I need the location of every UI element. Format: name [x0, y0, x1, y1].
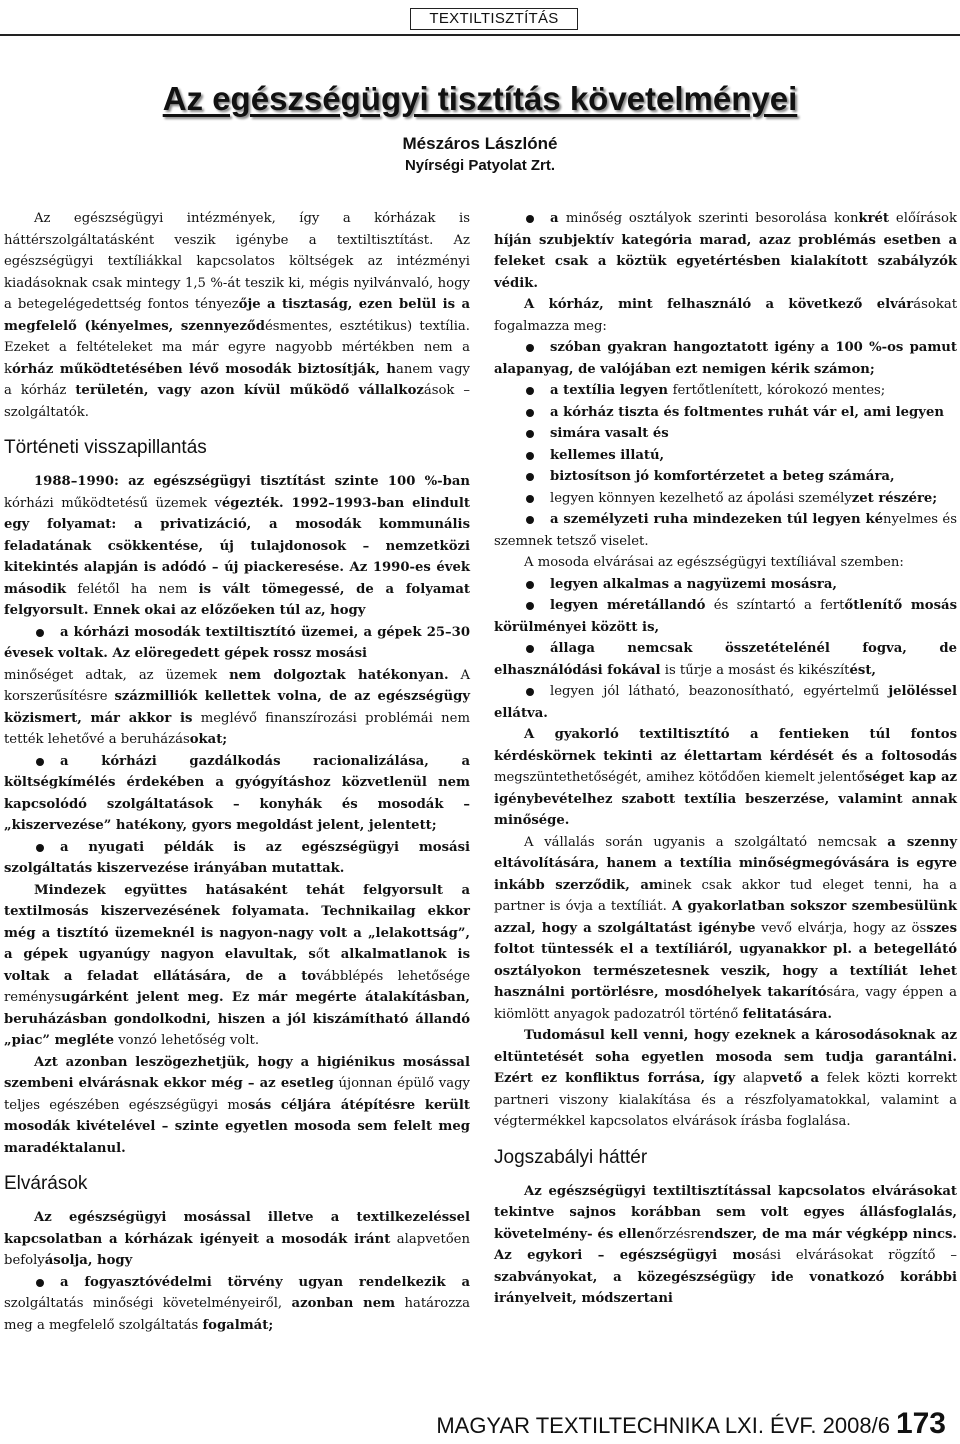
- author-name: Mészáros Lászlóné: [402, 134, 558, 153]
- expectations-bullets: [4, 1272, 470, 1337]
- list-item: legyen méretállandó és színtartó a fertőtlenítő mosás körülményei között is,: [494, 595, 957, 638]
- running-head: [410, 8, 578, 30]
- right-column: [494, 208, 957, 1310]
- author-affiliation: Nyírségi Patyolat Zrt.: [404, 157, 556, 174]
- list-item: a fogyasztóvédelmi törvény ugyan rendelkezik a szolgáltatás minőségi követelményeiről, azonban nem határozza meg a megfelelő szolgáltatás fogalmát;: [4, 1272, 470, 1337]
- azt-paragraph: Azt azonban leszögezhetjük, hogy a higiénikus mosással szembeni elvárásnak ekkor még – az esetleg újonnan épülő vagy teljes egészében egészségügyi mosás céljára átépítésre került mosodák kivételével – szinte egyetlen mosoda sem felelt meg maradéktalanul.: [4, 1054, 470, 1156]
- list-item: kellemes illatú,: [494, 445, 957, 467]
- page-footer: [436, 1407, 946, 1440]
- list-item: a kórházi mosodák textiltisztító üzemei, a gépek 25–30 évesek voltak. Az elöregedett gépek rossz mosási: [4, 622, 470, 665]
- hospital-expectations-list: [494, 337, 957, 552]
- mindezek-paragraph: Mindezek együttes hatásaként tehát felgyorsult a textilmosás kiszervezésének folyamata. Technikailag ekkor még a tisztító üzemeknél is nagyon-nagy volt a „lelakottság”, a gépek ugyanúgy nagyon elavultak, sőt alkalmatlanok is voltak a feladat ellátására, de a továbblépés lehetősége reménysugárként jelent meg. Ez már megérte átalakításban, beruházásban gondolkodni, hiszen a jól kiszámítható állandó „piac” megléte vonzó lehetőség volt.: [4, 882, 470, 1048]
- left-column: [4, 208, 470, 1336]
- header-rule: [0, 34, 960, 36]
- right-bullets-1: [494, 208, 957, 294]
- page-number: 173: [895, 1407, 946, 1440]
- list-item: a személyzeti ruha mindezeken túl legyen kényelmes és szemnek tetsző viselet.: [494, 509, 957, 552]
- running-head-label: TEXTILTISZTÍTÁS: [429, 10, 559, 27]
- list-item: a minőség osztályok szerinti besorolása konkrét előírások híján szubjektív kategória marad, azaz problémás esetben a feleket csak a köztük egyetértésben kialakított szabályzók védik.: [494, 208, 957, 294]
- commitment-paragraph: A vállalás során ugyanis a szolgáltató nemcsak a szenny eltávolítására, hanem a textília minőségmegóvására is egyre inkább szerződik, aminek csak akkor tud eleget tenni, ha a partner is óvja a textíliát. A gyakorlatban sokszor szembesülünk azzal, hogy a szolgáltatást igénybe vevő elvárja, hogy az összes foltot tüntessék el a textíliáról, ugyanakkor pl. a betegellátó osztályokon természetesnek veszik, hogy a textíliát lehet használni portörlésre, mosdóhelyek takarítósára, vagy éppen a kiömlött anyagok padozatról történő felitatására.: [494, 834, 957, 1022]
- section-heading-expectations: Elvárások: [4, 1173, 88, 1194]
- list-item: állaga nemcsak összetételénél fogva, de elhasználódási fokával is tűrje a mosást és kikészítést,: [494, 638, 957, 681]
- journal-name: MAGYAR TEXTILTECHNIKA LXI. ÉVF. 2008/6: [436, 1413, 890, 1438]
- list-item: a nyugati példák is az egészségügyi mosási szolgáltatás kiszervezése irányában mutattak.: [4, 837, 470, 880]
- laundry-expectations-list: [494, 574, 957, 725]
- laundry-expectations-intro: A mosoda elvárásai az egészségügyi textíliával szemben:: [524, 555, 904, 570]
- history-paragraph-2: minőséget adtak, az üzemek nem dolgoztak hatékonyan. A korszerűsítésre százmilliók kellettek volna, de az egészségügy közismert, már akkor is meglévő finanszírozási problémái nem tették lehetővé a beruházásokat;: [4, 667, 471, 747]
- lifetime-paragraph: A gyakorló textiltisztító a fentieken túl fontos kérdéskörnek tekinti az élettartam kérdését és a foltosodás megszüntethetőségét, amihez kötődően kiemelt jelentőséget kap az igénybevételhez szabott textília beszerzése, valamint annak minősége.: [494, 727, 957, 828]
- hospital-expectations-intro: A kórház, mint felhasználó a következő elvárásokat fogalmazza meg:: [494, 297, 957, 334]
- list-item: szóban gyakran hangoztatott igény a 100 %-os pamut alapanyag, de valójában ezt nemigen kérik számon;: [494, 337, 957, 380]
- list-item: legyen könnyen kezelhető az ápolási személyzet részére;: [494, 488, 957, 510]
- article-title: Az egészségügyi tisztítás követelményei: [162, 80, 798, 117]
- list-item: a kórház tiszta és foltmentes ruhát vár el, ami legyen: [494, 402, 957, 424]
- history-bullets-2: [4, 751, 470, 880]
- expectations-paragraph: Az egészségügyi mosással illetve a textilkezeléssel kapcsolatban a kórházak igényeit a mosodák iránt alapvetően befolyásolja, hogy: [4, 1210, 470, 1268]
- law-paragraph: Az egészségügyi textiltisztítással kapcsolatos elvárásokat tekintve sajnos korábban sem volt egyes állásfoglalás, követelmény- és ellenőrzésrendszer, de ma már végképp nincs. Az egykori – egészségügyi mosási elvárásokat rögzítő – szabványokat, a közegészségügy ide vonatkozó korábbi irányelveit, módszertani: [494, 1183, 957, 1306]
- list-item: legyen jól látható, beazonosítható, egyértelmű jelöléssel ellátva.: [494, 681, 957, 724]
- history-bullets-1: [4, 622, 470, 665]
- damage-paragraph: Tudomásul kell venni, hogy ezeknek a károsodásoknak az eltüntetését soha egyetlen mosoda sem tudja garantálni. Ezért ez konfliktus forrása, így alapvető a felek közti korrekt partneri viszony kialakítása és a részfolyamatokkal, valamint a végtermékkel kapcsolatos elvárások írásba foglalása.: [494, 1028, 958, 1129]
- list-item: a textília legyen fertőtlenített, kórokozó mentes;: [494, 380, 957, 402]
- section-heading-history: Történeti visszapillantás: [4, 437, 207, 458]
- section-heading-law: Jogszabályi háttér: [494, 1146, 648, 1168]
- list-item: biztosítson jó komfortérzetet a beteg számára,: [494, 466, 957, 488]
- history-paragraph: 1988–1990: az egészségügyi tisztítást szinte 100 %-ban kórházi működtetésű üzemek végezték. 1992–1993-ban elindult egy folyamat: a privatizáció, a mosodák kommunális feladatának csökkentése, új tulajdonosok – nemzetközi kitekintés alapján is adódó – új piackeresése. Az 1990-es évek második felétől ha nem is vált tömegessé, de a folyamat felgyorsult. Ennek okai az előzőeken túl az, hogy: [4, 474, 471, 618]
- list-item: a kórházi gazdálkodás racionalizálása, a költségkímélés érdekében a gyógyításhoz közvetlenül nem kapcsolódó szolgáltatások – konyhák és mosodák – „kiszervezése” hatékony, gyors megoldást jelent, jelentett;: [4, 751, 470, 837]
- list-item: legyen alkalmas a nagyüzemi mosásra,: [494, 574, 957, 596]
- intro-paragraph: Az egészségügyi intézmények, így a kórházak is háttérszolgáltatásként veszik igénybe a textiltisztítást. Az egészségügyi textíliákkal kapcsolatos költségek az intézményi kiadásoknak csak mintegy 1,5 %-át teszik ki, mégis nyilvánvaló, hogy a betegelégedettség fontos tényezője a tisztaság, ezen belül is a megfelelő (kényelmes, szennyeződésmentes, esztétikus) textília. Ezeket a feltételeket ma már egyre nagyobb mértékben nem a kórház működtetésében lévő mosodák biztosítják, hanem vagy a kórház területén, vagy azon kívül működő vállalkozások – szolgáltatók.: [4, 211, 470, 420]
- list-item: simára vasalt és: [494, 423, 957, 445]
